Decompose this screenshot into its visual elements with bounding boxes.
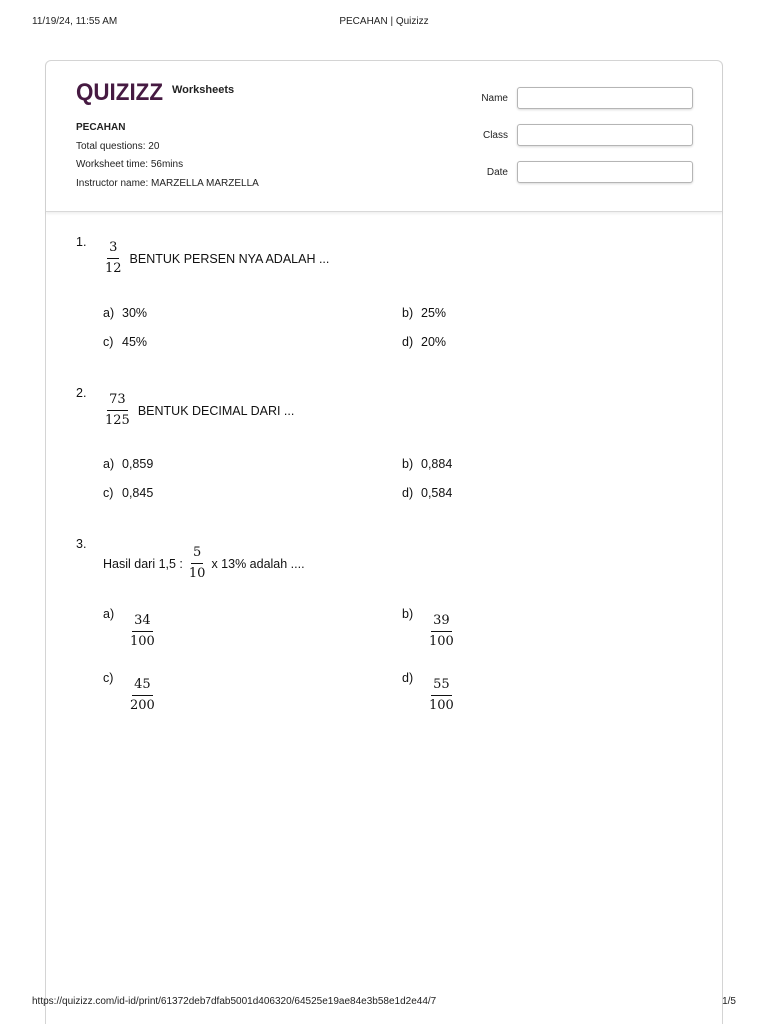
option-a xyxy=(103,306,147,320)
stem-fraction xyxy=(103,240,124,277)
fraction-numerator: 45 xyxy=(132,677,153,696)
worksheet-header xyxy=(46,61,722,212)
svg-text:QUIZIZZ: QUIZIZZ xyxy=(76,79,163,105)
option-fraction xyxy=(427,677,456,714)
total-questions: Total questions: 20 xyxy=(76,140,160,152)
fraction-numerator: 34 xyxy=(132,613,153,632)
option-fraction xyxy=(128,677,157,714)
option-text: 20% xyxy=(421,335,447,349)
question-stem xyxy=(103,545,305,582)
option-a xyxy=(103,457,153,471)
option-text: 30% xyxy=(122,306,148,320)
print-datetime: 11/19/24, 11:55 AM xyxy=(32,16,118,27)
option-letter: c) xyxy=(103,335,114,349)
option-text: 0,584 xyxy=(421,486,453,500)
stem-suffix: x 13% adalah .... xyxy=(211,556,305,571)
option-d xyxy=(402,671,462,714)
name-field-row xyxy=(458,87,693,109)
fraction-numerator: 73 xyxy=(107,392,128,411)
option-letter: a) xyxy=(103,607,115,621)
option-letter: b) xyxy=(402,457,414,471)
option-b xyxy=(402,306,446,320)
print-footer xyxy=(32,996,736,1010)
brand xyxy=(76,79,234,105)
question-number: 2. xyxy=(76,386,87,400)
option-c xyxy=(103,671,163,714)
option-letter: b) xyxy=(402,306,414,320)
option-letter: c) xyxy=(103,671,114,685)
worksheet-time: Worksheet time: 56mins xyxy=(76,159,184,170)
option-d xyxy=(402,335,446,349)
stem-fraction xyxy=(187,545,208,582)
option-text: 25% xyxy=(421,306,447,320)
print-header xyxy=(32,16,736,30)
class-label: Class xyxy=(482,129,508,141)
fraction-denominator: 200 xyxy=(130,698,155,713)
print-title: PECAHAN | Quizizz xyxy=(339,16,429,27)
question-stem xyxy=(103,392,294,429)
quizizz-logo xyxy=(76,79,164,105)
option-text: 0,884 xyxy=(421,457,453,471)
fraction-denominator: 10 xyxy=(188,566,206,581)
name-label: Name xyxy=(481,92,508,104)
option-a xyxy=(103,607,163,650)
fraction-numerator: 5 xyxy=(191,545,203,564)
worksheet-sheet xyxy=(45,60,723,1024)
instructor-name: Instructor name: MARZELLA MARZELLA xyxy=(76,177,259,189)
fraction-denominator: 125 xyxy=(105,413,130,428)
worksheet-title: PECAHAN xyxy=(76,122,126,133)
fraction-denominator: 100 xyxy=(429,634,454,649)
date-field-row xyxy=(458,161,693,183)
worksheets-label: Worksheets xyxy=(172,84,235,96)
stem-prefix: Hasil dari 1,5 : xyxy=(103,556,183,571)
stem-fraction xyxy=(103,392,132,429)
fraction-denominator: 12 xyxy=(105,261,122,276)
option-text: 0,859 xyxy=(122,457,154,471)
class-field[interactable] xyxy=(517,124,693,146)
option-text: 0,845 xyxy=(122,486,154,500)
option-b xyxy=(402,607,462,650)
date-field[interactable] xyxy=(517,161,693,183)
option-c xyxy=(103,486,153,500)
option-fraction xyxy=(128,613,157,650)
print-url: https://quizizz.com/id-id/print/61372deb7dfab5001d406320/64525e19ae84e3b58e1d2e44/7 xyxy=(32,996,437,1007)
option-letter: d) xyxy=(402,671,414,685)
option-letter: a) xyxy=(103,457,115,471)
option-letter: d) xyxy=(402,335,414,349)
option-letter: d) xyxy=(402,486,414,500)
stem-text: BENTUK DECIMAL DARI ... xyxy=(137,403,295,418)
option-letter: c) xyxy=(103,486,114,500)
name-field[interactable] xyxy=(517,87,693,109)
option-c xyxy=(103,335,147,349)
option-b xyxy=(402,457,452,471)
option-fraction xyxy=(427,613,456,650)
fraction-denominator: 100 xyxy=(130,634,155,649)
question-stem xyxy=(103,240,329,277)
fraction-numerator: 39 xyxy=(431,613,452,632)
date-label: Date xyxy=(486,166,508,178)
page-number: 1/5 xyxy=(722,996,736,1007)
question-number: 3. xyxy=(76,537,87,551)
option-letter: b) xyxy=(402,607,414,621)
fraction-denominator: 100 xyxy=(429,698,454,713)
question-number: 1. xyxy=(76,235,87,249)
worksheet-meta xyxy=(76,119,259,193)
class-field-row xyxy=(458,124,693,146)
fraction-numerator: 3 xyxy=(107,240,119,259)
option-letter: a) xyxy=(103,306,115,320)
option-text: 45% xyxy=(122,335,148,349)
option-d xyxy=(402,486,452,500)
fraction-numerator: 55 xyxy=(431,677,452,696)
stem-text: BENTUK PERSEN NYA ADALAH ... xyxy=(129,251,330,266)
